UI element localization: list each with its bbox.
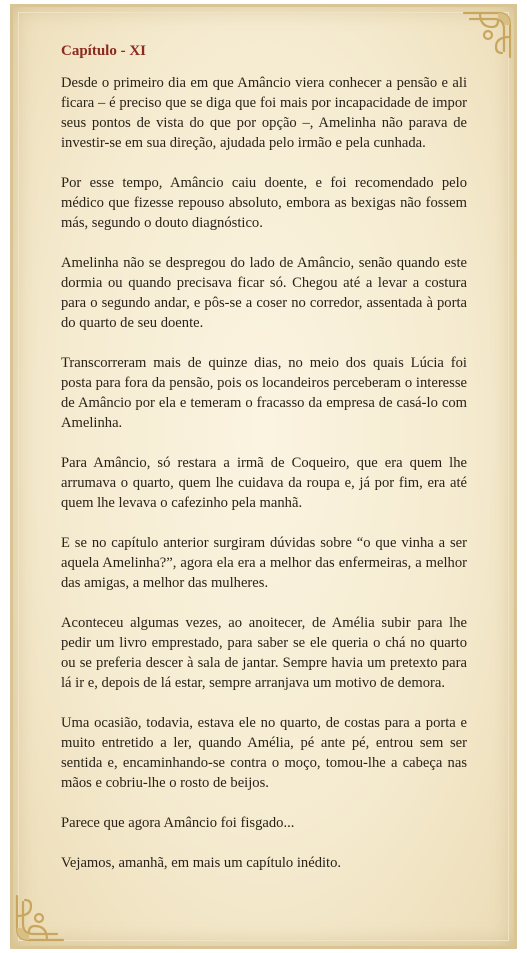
paragraph: Desde o primeiro dia em que Amâncio viera conhecer a pensão e ali ficara – é preciso que se diga que foi mais por incapacidade de impor seus pontos de vista do que por opção –, Amelinha não parava de investir-se em sua direção, ajudada pelo irmão e pela cunhada. [61, 75, 467, 151]
corner-ornament-icon [11, 890, 69, 948]
paragraph: Amelinha não se despregou do lado de Amâncio, senão quando este dormia ou quando precisava ficar só. Chegou até a levar a costura para o segundo andar, e pôs-se a coser no corredor, assentada à porta do quarto de seu doente. [61, 255, 467, 331]
paragraph: Transcorreram mais de quinze dias, no meio dos quais Lúcia foi posta para fora da pensão, pois os locandeiros perceberam o interesse de Amâncio por ela e temeram o fracasso da empresa de casá-lo com Amelinha. [61, 355, 467, 431]
paragraph: Por esse tempo, Amâncio caiu doente, e foi recomendado pelo médico que fizesse repouso absoluto, embora as bexigas não fossem más, segundo o douto diagnóstico. [61, 175, 467, 231]
paragraph: Aconteceu algumas vezes, ao anoitecer, de Amélia subir para lhe pedir um livro emprestado, para saber se ele queria o chá no quarto ou se preferia descer à sala de jantar. Sempre havia um pretexto para lá ir e, depois de lá estar, sempre arranjava um motivo de demora. [61, 615, 467, 691]
paragraph: Vejamos, amanhã, em mais um capítulo inédito. [61, 855, 342, 871]
parchment-panel [10, 4, 517, 949]
paragraph: E se no capítulo anterior surgiram dúvidas sobre “o que vinha a ser aquela Amelinha?”, agora ela era a melhor das enfermeiras, a melhor das amigas, a melhor das mulheres. [61, 535, 467, 591]
paragraph: Uma ocasião, todavia, estava ele no quarto, de costas para a porta e muito entretido a ler, quando Amélia, pé ante pé, entrou sem ser sentida e, encaminhando-se contra o moço, tomou-lhe a cabeça nas mãos e cobriu-lhe o rosto de beijos. [61, 715, 467, 791]
paragraph: Parece que agora Amâncio foi fisgado... [61, 815, 295, 831]
chapter-content [61, 41, 467, 893]
paragraph: Para Amâncio, só restara a irmã de Coqueiro, que era quem lhe arrumava o quarto, quem lhe cuidava da roupa e, já por fim, era até quem lhe levava o cafezinho pela manhã. [61, 455, 467, 511]
chapter-title: Capítulo - XI [61, 43, 147, 59]
